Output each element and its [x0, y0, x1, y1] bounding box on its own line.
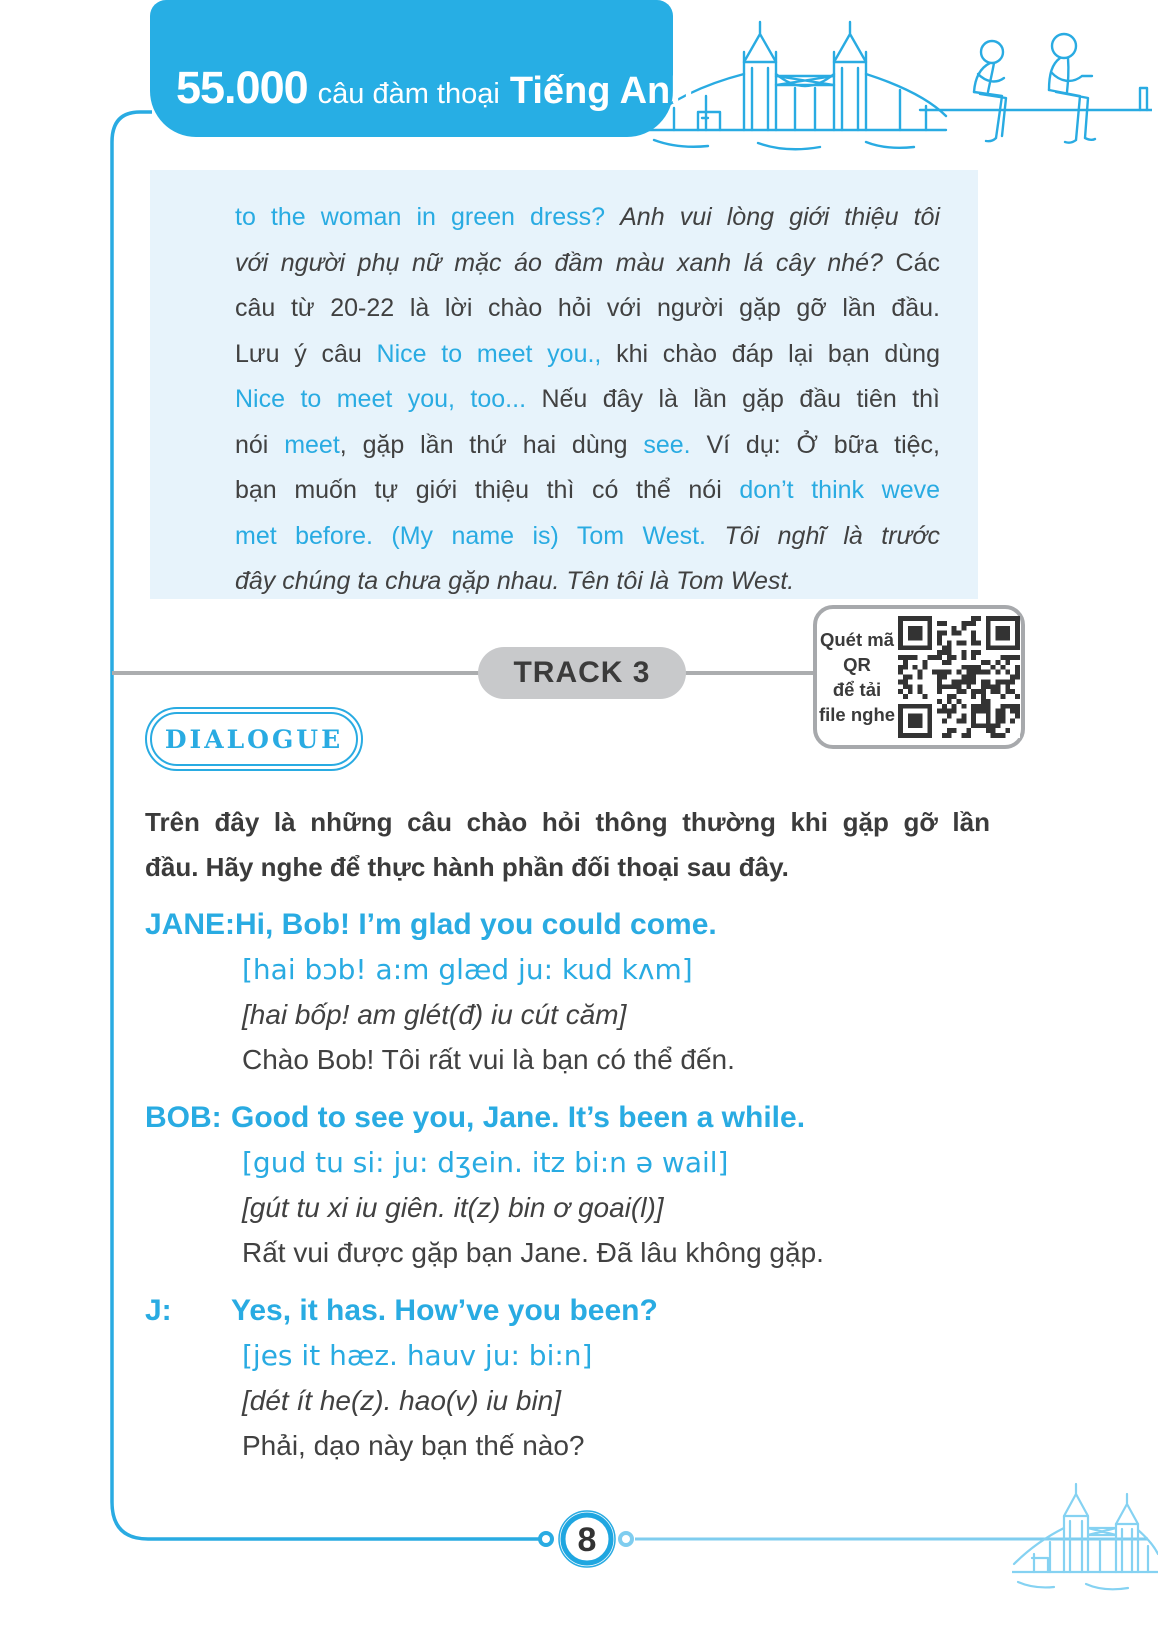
- qr-caption-line: Quét mã: [819, 629, 895, 650]
- speaker-name: BOB:: [145, 1101, 222, 1134]
- note-line: [235, 332, 940, 378]
- note-line: [235, 241, 940, 287]
- note-text: khi chào đáp lại bạn dùng: [616, 339, 940, 368]
- qr-download-box: [813, 605, 1025, 749]
- ipa-transcription: [gud tu si: ju: dʒein. itz bi:n ə wail]: [242, 1146, 729, 1179]
- dialogue-heading: [145, 902, 1020, 947]
- speaker-line: Good to see you, Jane. It’s been a while.: [231, 1101, 806, 1134]
- note-text-en: meet: [284, 430, 340, 459]
- dialogue-badge-label: DIALOGUE: [150, 712, 358, 766]
- sitting-people-icon: [920, 34, 1152, 143]
- note-text: nói: [235, 430, 285, 459]
- speaker-name: J:: [145, 1294, 172, 1327]
- speaker-line: Yes, it has. How’ve you been?: [231, 1294, 658, 1327]
- grammar-note-box: [150, 170, 978, 599]
- note-text-vi: Tôi nghĩ là trước: [724, 521, 940, 550]
- note-text-en: to the woman in green dress?: [235, 203, 621, 231]
- note-text: Nếu đây là lần gặp đầu tiên thì: [541, 385, 940, 413]
- speaker-name: JANE:: [145, 908, 236, 941]
- vietnamese-phonetic: [gút tu xi iu giên. it(z) bin ơ goai(l)]: [242, 1192, 664, 1223]
- qr-caption-line: file nghe: [818, 704, 896, 725]
- dialogue-block-j: [145, 1288, 1020, 1468]
- translation: Phải, dạo này bạn thế nào?: [242, 1430, 585, 1461]
- note-line: [235, 468, 940, 514]
- intro-line: Trên đây là những câu chào hỏi thông thường khi gặp gỡ lần: [145, 807, 990, 837]
- note-text: Các: [895, 248, 940, 277]
- note-text-vi: đây chúng ta chưa gặp nhau. Tên tôi là Tom West.: [235, 567, 795, 595]
- note-text-en: Nice to meet you.,: [376, 339, 617, 368]
- dialogue-block-jane: [145, 902, 1020, 1082]
- dialogue-section: [145, 902, 1020, 1481]
- note-text-en: met before. (My name is) Tom West.: [235, 521, 725, 550]
- intro-line: đầu. Hãy nghe để thực hành phần đối thoại sau đây.: [145, 852, 789, 882]
- right-dot: [620, 1533, 632, 1545]
- note-line: [235, 286, 940, 332]
- title-number: 55.000: [176, 62, 308, 113]
- note-text: bạn muốn tự giới thiệu thì có thể nói: [235, 476, 740, 504]
- ipa-transcription: [jes it hæz. hauv ju: bi:n]: [242, 1339, 593, 1372]
- qr-code: [898, 616, 1020, 738]
- track-divider-line: [112, 671, 817, 675]
- note-text: Lưu ý câu: [235, 339, 377, 368]
- note-text-vi: với người phụ nữ mặc áo đầm màu xanh lá cây nhé?: [235, 248, 896, 277]
- note-line: [235, 514, 940, 560]
- qr-caption-line: QR: [843, 654, 871, 675]
- note-line: [235, 377, 940, 423]
- qr-caption: [817, 627, 897, 727]
- note-text-en: Nice to meet you, too...: [235, 385, 542, 413]
- ipa-transcription: [hai bɔb! a:m glæd ju: kud kʌm]: [242, 953, 693, 986]
- intro-paragraph: [145, 800, 990, 890]
- note-text: , gặp lần thứ hai dùng: [339, 430, 644, 459]
- note-line: [235, 195, 940, 241]
- tower-bridge-illustration: [640, 12, 1152, 164]
- title-end: Tiếng Anh: [509, 70, 694, 112]
- note-text: câu từ 20-22 là lời chào hỏi với người gặp gỡ lần đầu.: [235, 294, 940, 322]
- book-title-banner: [150, 0, 694, 137]
- dialogue-heading: [145, 1288, 1020, 1333]
- page-number: 8: [577, 1521, 597, 1559]
- speaker-line: Hi, Bob! I’m glad you could come.: [235, 908, 717, 941]
- note-text: Ví dụ: Ở bữa tiệc,: [706, 430, 940, 459]
- qr-caption-line: để tải: [832, 679, 882, 700]
- dialogue-badge: [145, 707, 363, 771]
- translation: Rất vui được gặp bạn Jane. Đã lâu không gặp.: [242, 1237, 824, 1268]
- note-line: [235, 423, 940, 469]
- translation: Chào Bob! Tôi rất vui là bạn có thể đến.: [242, 1044, 735, 1075]
- vietnamese-phonetic: [dét ít he(z). hao(v) iu bin]: [242, 1385, 562, 1416]
- vietnamese-phonetic: [hai bốp! am glét(đ) iu cút căm]: [242, 999, 627, 1030]
- dialogue-heading: [145, 1095, 1020, 1140]
- title-middle: câu đàm thoại: [317, 78, 500, 110]
- track-label: TRACK 3: [478, 647, 686, 699]
- note-text-vi: Anh vui lòng giới thiệu tôi: [620, 203, 940, 231]
- note-line: [235, 559, 940, 605]
- tower-bridge-footer-icon: [1012, 1472, 1158, 1602]
- note-text-en: don’t think weve: [739, 476, 940, 504]
- dialogue-block-bob: [145, 1095, 1020, 1275]
- note-text-en: see.: [643, 430, 707, 459]
- left-dot: [540, 1533, 552, 1545]
